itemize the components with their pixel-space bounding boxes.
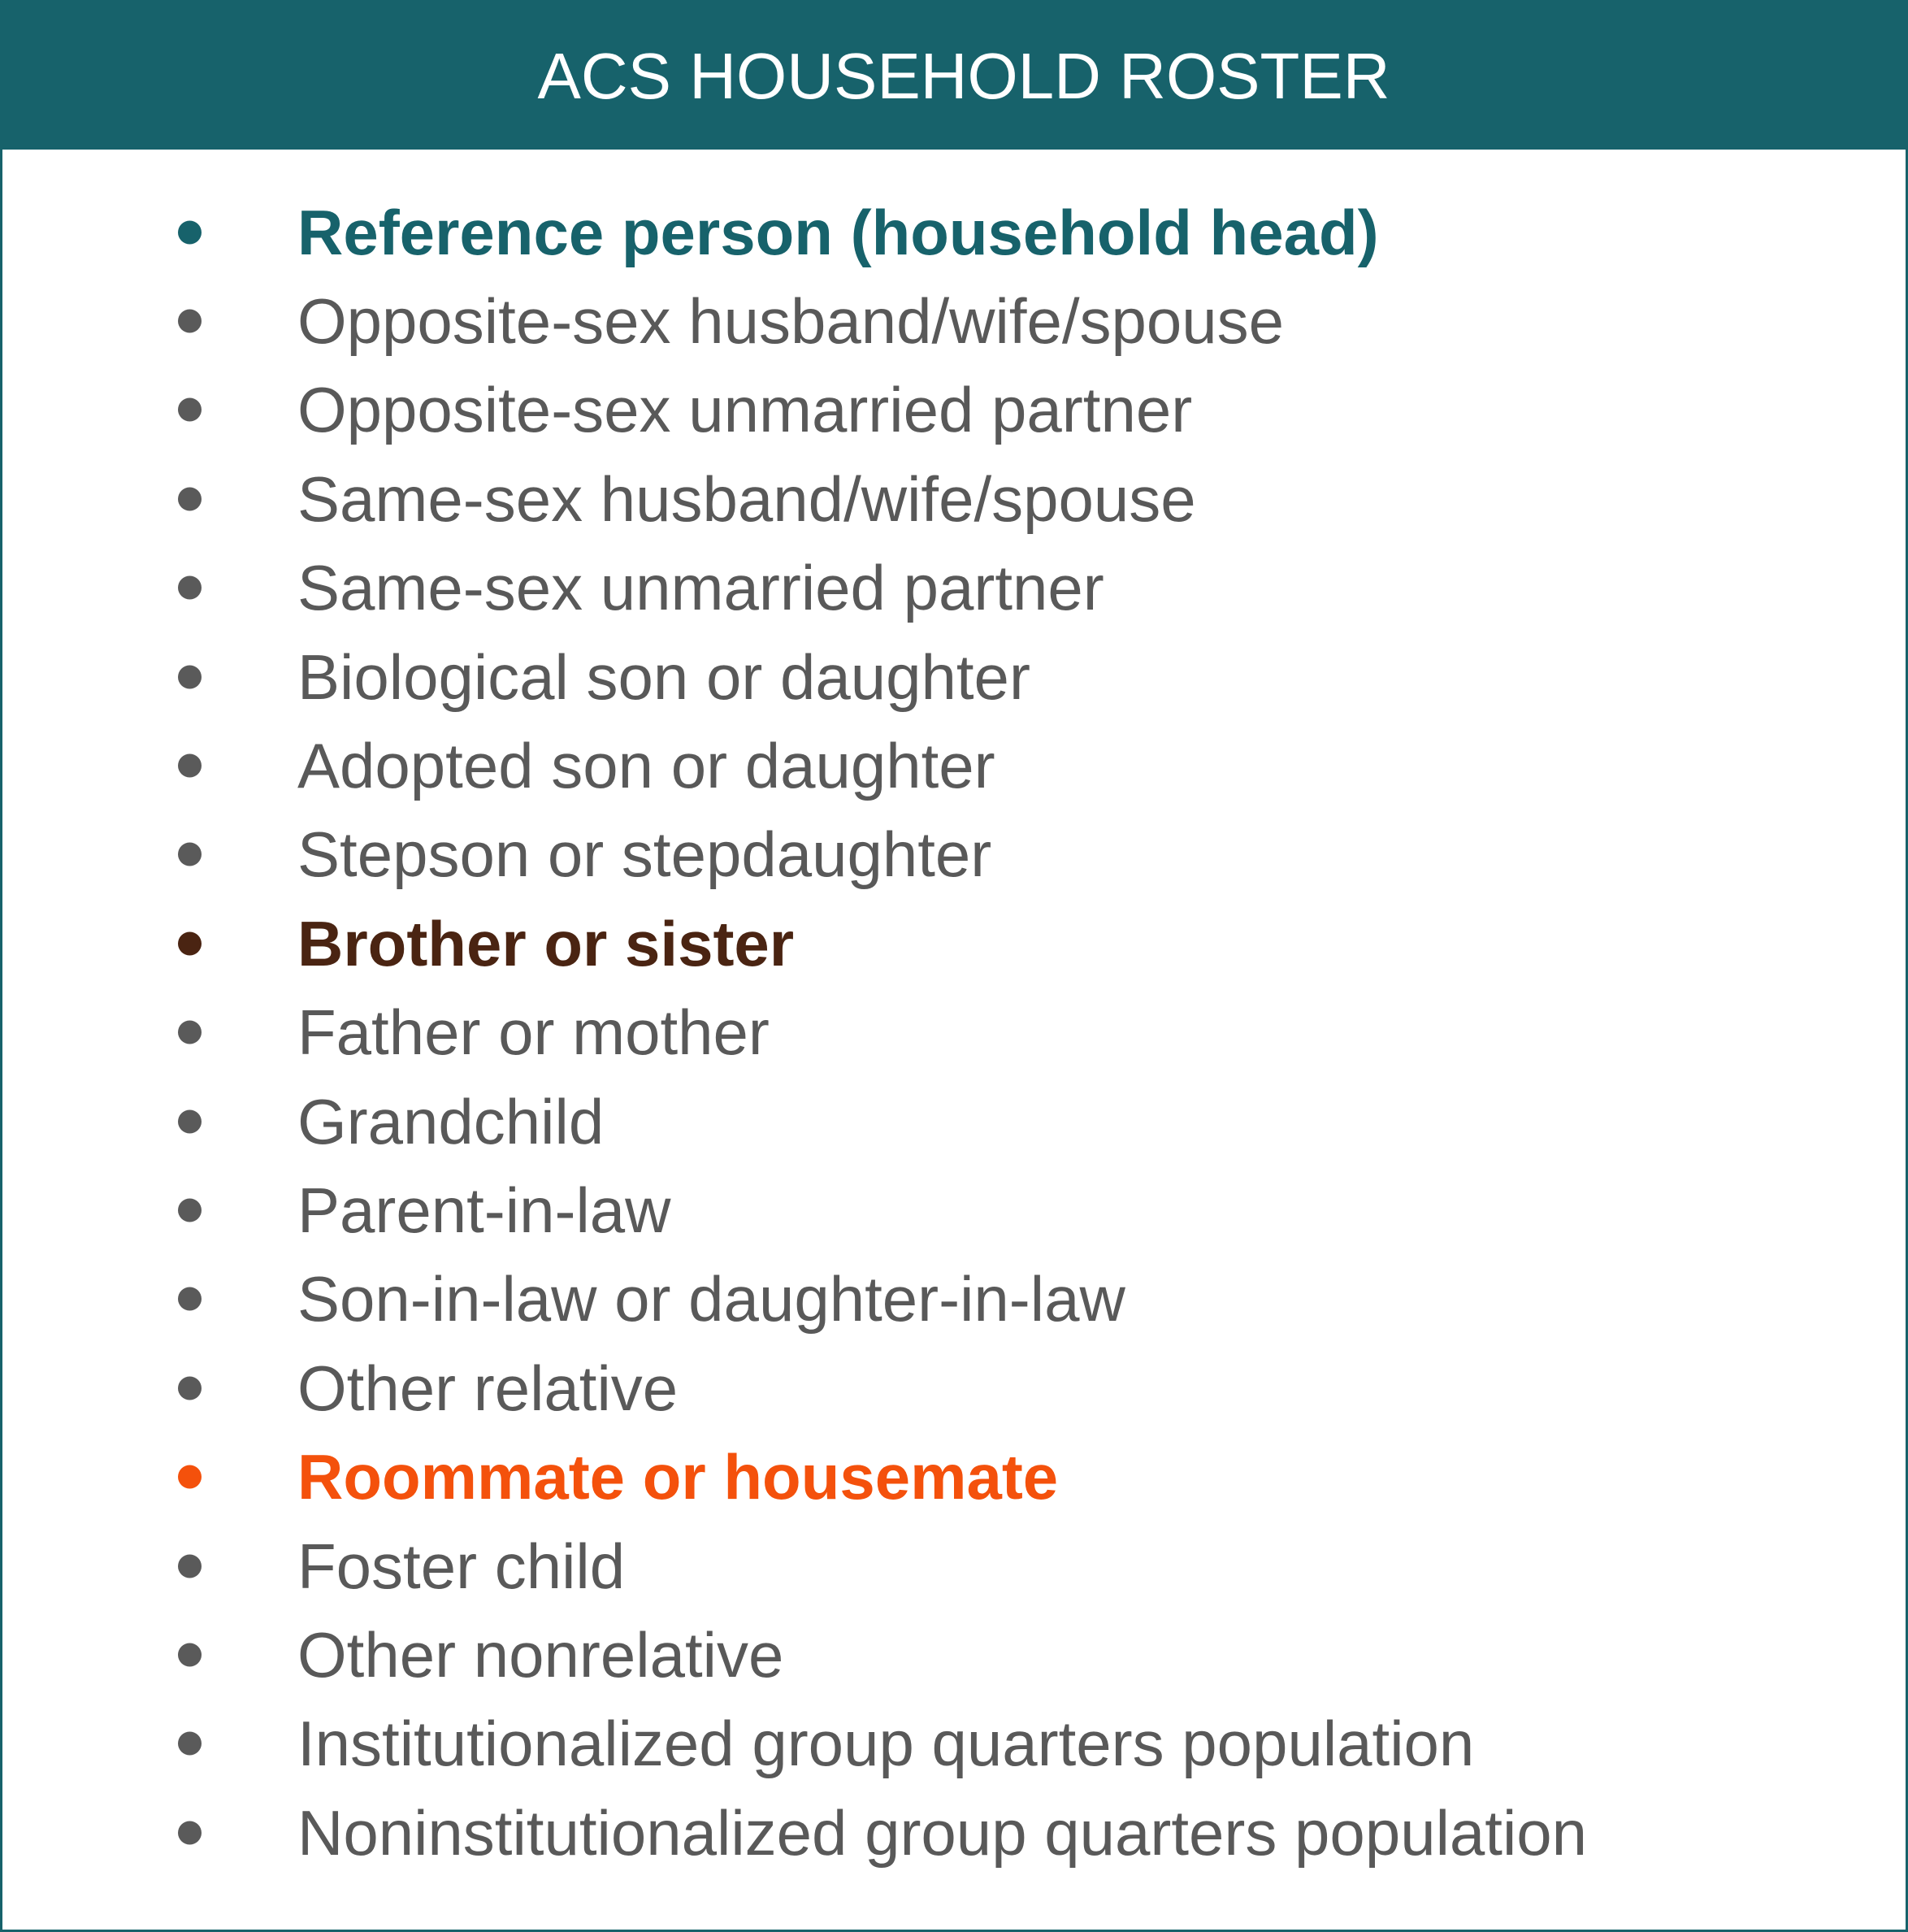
list-item-label: Brother or sister — [297, 907, 795, 979]
bullet-icon — [178, 398, 202, 422]
list-item-label: Opposite-sex husband/wife/spouse — [297, 285, 1285, 358]
list-item-label: Opposite-sex unmarried partner — [297, 374, 1193, 446]
bullet-icon — [178, 1465, 202, 1489]
bullet-icon — [178, 1021, 202, 1044]
bullet-icon — [178, 1376, 202, 1400]
bullet-icon — [178, 1198, 202, 1222]
bullet-icon — [178, 843, 202, 866]
bullet-icon — [178, 665, 202, 688]
list-item-label: Other relative — [297, 1352, 679, 1424]
bullet-icon — [178, 931, 202, 955]
list-item-label: Adopted son or daughter — [297, 730, 995, 802]
list-item-label: Institutionalized group quarters population — [297, 1708, 1475, 1780]
list-item-label: Foster child — [297, 1530, 626, 1602]
bullet-icon — [178, 220, 202, 244]
list-item-label: Other nonrelative — [297, 1618, 784, 1691]
list-item-label: Father or mother — [297, 996, 770, 1069]
bullet-icon — [178, 487, 202, 510]
list-item-label: Stepson or stepdaughter — [297, 818, 992, 891]
bullet-icon — [178, 1643, 202, 1666]
bullet-icon — [178, 1109, 202, 1133]
bullet-icon — [178, 1732, 202, 1756]
list-item-label: Same-sex unmarried partner — [297, 552, 1104, 624]
bullet-icon — [178, 754, 202, 778]
list-item-label: Son-in-law or daughter-in-law — [297, 1263, 1125, 1335]
bullet-icon — [178, 1554, 202, 1578]
list-item-label: Biological son or daughter — [297, 640, 1030, 713]
bullet-icon — [178, 1821, 202, 1844]
bullet-icon — [178, 576, 202, 600]
list-item-label: Reference person (household head) — [297, 196, 1379, 268]
header-bar — [2, 2, 1908, 150]
page-title: ACS HOUSEHOLD ROSTER — [537, 39, 1390, 112]
list-item-label: Parent-in-law — [297, 1174, 671, 1246]
list-item-label: Roommate or housemate — [297, 1441, 1059, 1513]
bullet-icon — [178, 310, 202, 333]
list-item-label: Noninstitutionalized group quarters population — [297, 1796, 1588, 1869]
list-item-label: Grandchild — [297, 1085, 605, 1157]
bullet-icon — [178, 1287, 202, 1311]
list-item-label: Same-sex husband/wife/spouse — [297, 462, 1196, 535]
